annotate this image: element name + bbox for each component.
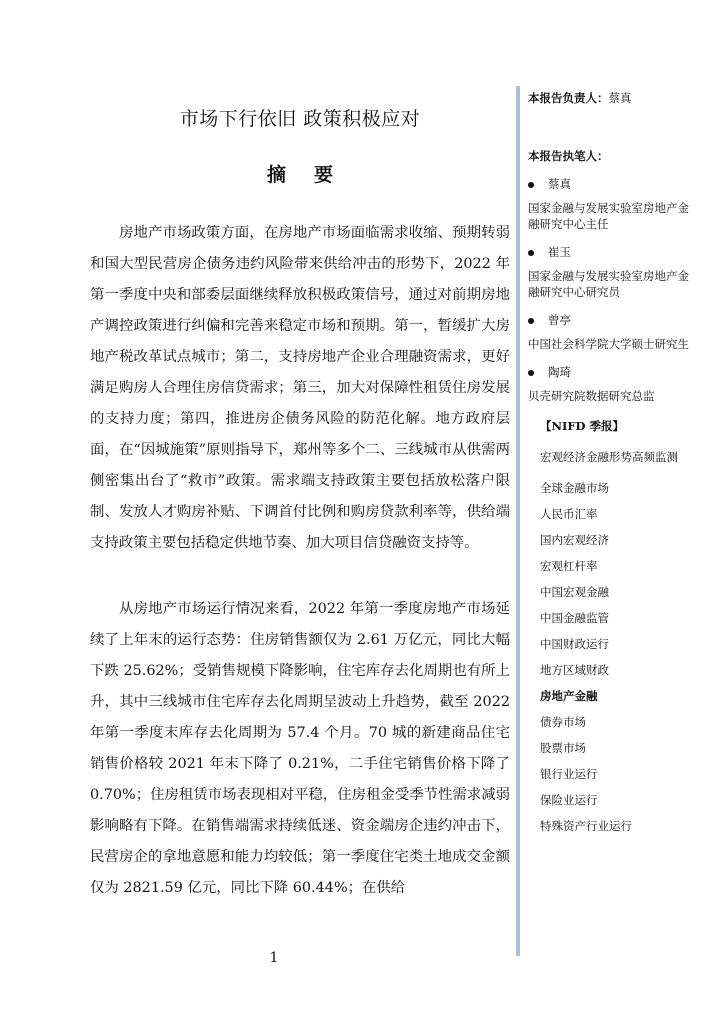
abstract-paragraph-2: 从房地产市场运行情况来看，2022 年第一季度房地产市场延续了上年末的运行态势：住房销售额仅为 2.61 万亿元，同比大幅下跌 25.62%；受销售规模下降影响，住宅库存去化周期也有所上升，其中三线城市住宅库存去化周期呈波动上升趋势，截至 2022 年第一季度末库存去化周期为 57.4 个月。70 城的新建商品住宅销售价格较 2021 年末下降了 0.21%，二手住宅销售价格下降了 0.70%；住房租赁市场表现相对平稳，住房租金受季节性需求减弱影响略有下降。在销售端需求持续低迷、资金端房企违约冲击下，民营房企的拿地意愿和能力均较低；第一季度住宅类土地成交金额仅为 2821.59 亿元，同比下降 60.44%；在供给: [90, 601, 510, 896]
bullet-icon: [528, 250, 534, 256]
author-entry: [528, 364, 693, 404]
nifd-item-current: 房地产金融: [540, 689, 598, 703]
author-entry: [528, 244, 693, 300]
nifd-item: 特殊资产行业运行: [540, 819, 632, 833]
abstract-heading: 摘要: [266, 164, 361, 186]
bullet-icon: [528, 182, 534, 188]
nifd-item: 中国财政运行: [540, 637, 609, 651]
author-name: 曾亭: [548, 313, 571, 327]
author-affiliation: 贝壳研究院数据研究总监: [528, 389, 655, 403]
nifd-item: 中国金融监管: [540, 611, 609, 625]
nifd-series-title: 【NIFD 季报】: [540, 419, 625, 433]
nifd-item: 银行业运行: [540, 767, 598, 781]
nifd-item: 宏观杠杆率: [540, 559, 598, 573]
responsible-name: 蔡真: [608, 91, 632, 105]
writers-label: 本报告执笔人：: [528, 149, 609, 163]
responsible-line: [528, 90, 693, 106]
nifd-item: 国内宏观经济: [540, 533, 609, 547]
nifd-item: 全球金融市场: [540, 481, 609, 495]
nifd-item: 保险业运行: [540, 793, 598, 807]
author-affiliation: 国家金融与发展实验室房地产金融研究中心主任: [528, 201, 689, 231]
nifd-item: 地方区域财政: [540, 663, 609, 677]
page-number: 1: [269, 950, 279, 966]
author-entry: [528, 312, 693, 352]
author-name: 陶琦: [548, 365, 571, 379]
author-name: 崔玉: [548, 245, 571, 259]
nifd-item: 股票市场: [540, 741, 586, 755]
author-affiliation: 中国社会科学院大学硕士研究生: [528, 337, 689, 351]
author-entry: [528, 176, 693, 232]
author-name: 蔡真: [548, 177, 571, 191]
nifd-item: 宏观经济金融形势高频监测: [540, 450, 678, 464]
responsible-label: 本报告负责人：: [528, 91, 609, 105]
report-title: 市场下行依旧 政策积极应对: [179, 108, 421, 130]
bullet-icon: [528, 318, 534, 324]
nifd-item: 债券市场: [540, 715, 586, 729]
bullet-icon: [528, 370, 534, 376]
nifd-item: 人民币汇率: [540, 507, 598, 521]
nifd-item: 中国宏观金融: [540, 585, 609, 599]
sidebar-divider: [516, 86, 520, 956]
abstract-paragraph-1: 房地产市场政策方面，在房地产市场面临需求收缩、预期转弱和国大型民营房企债务违约风险带来供给冲击的形势下，2022 年第一季度中央和部委层面继续释放积极政策信号，通过对前期房地产调控政策进行纠偏和完善来稳定市场和预期。第一，暂缓扩大房地产税改革试点城市；第二，支持房地产企业合理融资需求，更好满足购房人合理住房信贷需求；第三，加大对保障性租赁住房发展的支持力度；第四，推进房企债务风险的防范化解。地方政府层面，在“因城施策”原则指导下，郑州等多个二、三线城市从供需两侧密集出台了“救市”政策。需求端支持政策主要包括放松落户限制、发放人才购房补贴、下调首付比例和购房贷款利率等，供给端支持政策主要包括稳定供地节奏、加大项目信贷融资支持等。: [90, 225, 510, 551]
author-affiliation: 国家金融与发展实验室房地产金融研究中心研究员: [528, 269, 689, 299]
sidebar: [528, 90, 693, 844]
